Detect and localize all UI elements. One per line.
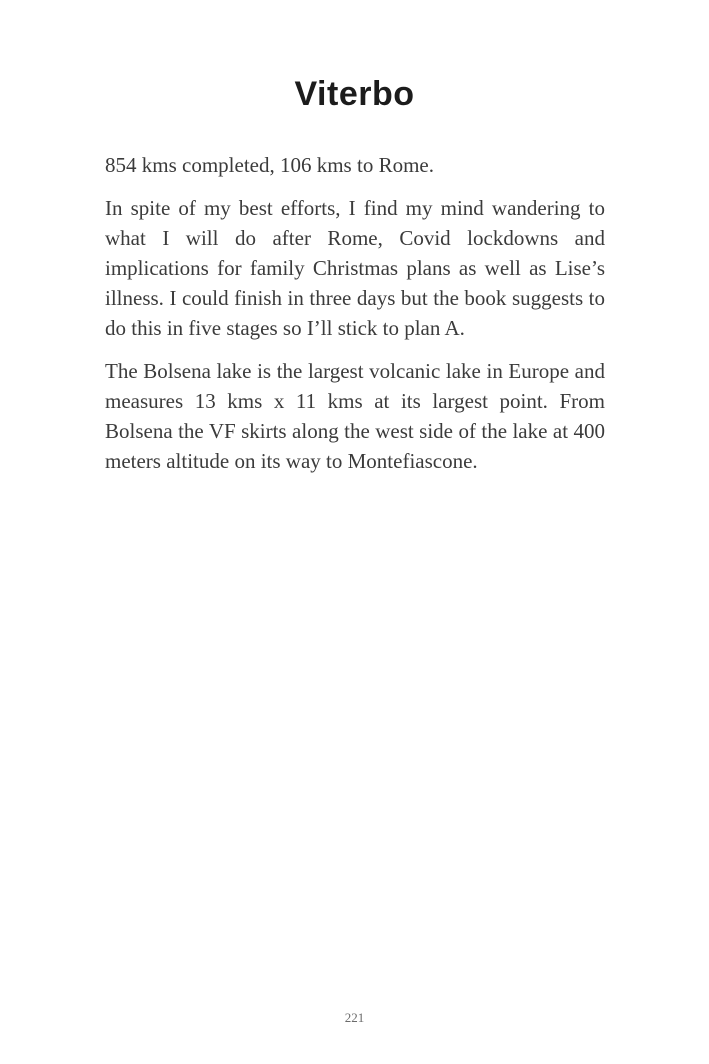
paragraph-progress: 854 kms completed, 106 kms to Rome. [105, 152, 434, 177]
paragraph-bolsena: The Bolsena lake is the largest volcanic lake in Europe and measures 13 kms x 11 kms at its largest point. From Bolsena the VF skirts along the west side of the lake at 400 meters altitude on its way to Montefiascone. [105, 358, 605, 473]
page-body [0, 150, 709, 476]
chapter-title: Viterbo [294, 75, 415, 113]
page-number: 221 [344, 1010, 365, 1025]
book-page [0, 72, 709, 1064]
paragraph-reflection: In spite of my best efforts, I find my mind wandering to what I will do after Rome, Covid lockdowns and implications for family Christmas plans as well as Lise’s illness. I could finish in three days but the book suggests to do this in five stages so I’ll stick to plan A. [105, 195, 605, 340]
